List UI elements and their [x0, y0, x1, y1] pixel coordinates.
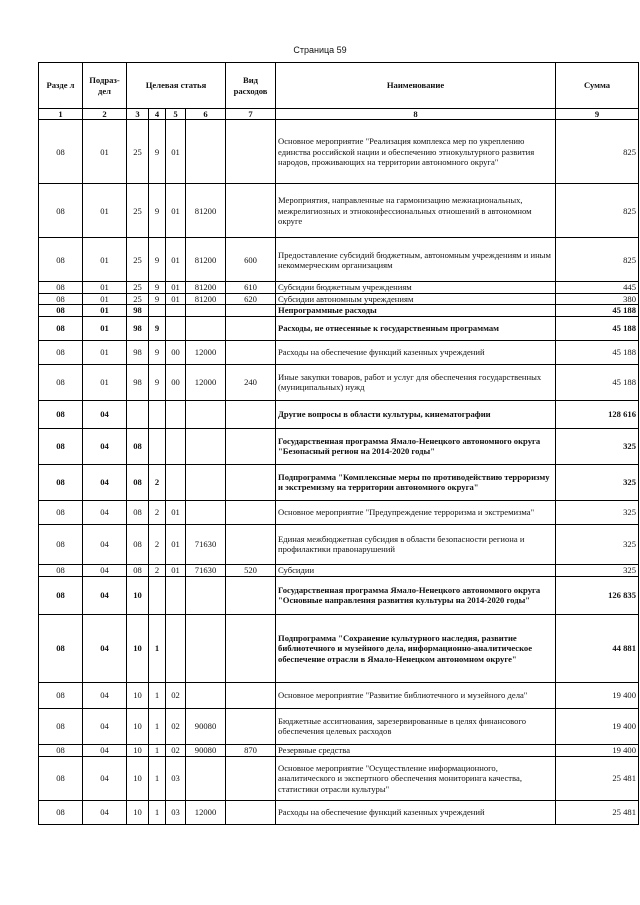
- row-razdel: 08: [39, 682, 83, 708]
- row-summa: 19 400: [556, 744, 639, 756]
- row-vid-rashodov: [226, 340, 276, 364]
- header-naimenovanie: Наименование: [276, 63, 556, 109]
- row-podrazdel: 01: [83, 316, 127, 340]
- row-vid-rashodov: [226, 316, 276, 340]
- table-header-row: [39, 63, 639, 109]
- row-summa: 325: [556, 524, 639, 564]
- row-celevaya-4: 81200: [186, 293, 226, 304]
- row-celevaya-1: 10: [127, 614, 149, 682]
- row-summa: 45 188: [556, 316, 639, 340]
- table-row: [39, 184, 639, 238]
- row-celevaya-2: 1: [149, 744, 166, 756]
- row-naimenovanie: Бюджетные ассигнования, зарезервированные в целях финансового обеспечения целевых расходов: [276, 708, 556, 744]
- row-summa: 44 881: [556, 614, 639, 682]
- row-summa: 45 188: [556, 364, 639, 400]
- row-razdel: 08: [39, 282, 83, 293]
- row-celevaya-4: 71630: [186, 564, 226, 576]
- row-podrazdel: 04: [83, 682, 127, 708]
- row-razdel: 08: [39, 500, 83, 524]
- row-celevaya-4: 90080: [186, 744, 226, 756]
- row-podrazdel: 01: [83, 304, 127, 316]
- row-celevaya-1: 08: [127, 564, 149, 576]
- col-num: 4: [149, 109, 166, 120]
- table-row: [39, 304, 639, 316]
- row-celevaya-2: 9: [149, 364, 166, 400]
- row-celevaya-1: 98: [127, 304, 149, 316]
- header-podrazdel: Подраз- дел: [83, 63, 127, 109]
- row-vid-rashodov: [226, 428, 276, 464]
- row-summa: 380: [556, 293, 639, 304]
- row-summa: 19 400: [556, 682, 639, 708]
- row-celevaya-2: 9: [149, 120, 166, 184]
- row-podrazdel: 04: [83, 524, 127, 564]
- row-celevaya-3: 01: [166, 524, 186, 564]
- table-row: [39, 428, 639, 464]
- row-celevaya-4: 81200: [186, 238, 226, 282]
- table-row: [39, 744, 639, 756]
- table-row: [39, 800, 639, 824]
- row-vid-rashodov: [226, 120, 276, 184]
- row-summa: 19 400: [556, 708, 639, 744]
- row-vid-rashodov: 610: [226, 282, 276, 293]
- row-celevaya-3: 01: [166, 500, 186, 524]
- row-celevaya-1: 10: [127, 744, 149, 756]
- col-num: 7: [226, 109, 276, 120]
- row-celevaya-4: [186, 400, 226, 428]
- row-podrazdel: 04: [83, 708, 127, 744]
- table-row: [39, 238, 639, 282]
- row-vid-rashodov: [226, 184, 276, 238]
- row-vid-rashodov: [226, 682, 276, 708]
- table-row: [39, 340, 639, 364]
- row-razdel: 08: [39, 756, 83, 800]
- row-razdel: 08: [39, 238, 83, 282]
- row-summa: 45 188: [556, 304, 639, 316]
- column-number-row: [39, 109, 639, 120]
- row-vid-rashodov: [226, 614, 276, 682]
- row-vid-rashodov: [226, 708, 276, 744]
- table-row: [39, 614, 639, 682]
- row-celevaya-4: [186, 500, 226, 524]
- row-celevaya-4: 12000: [186, 364, 226, 400]
- row-celevaya-4: 12000: [186, 800, 226, 824]
- row-celevaya-1: [127, 400, 149, 428]
- page-number-label: Страница 59: [293, 45, 347, 55]
- row-podrazdel: 04: [83, 500, 127, 524]
- table-row: [39, 464, 639, 500]
- row-summa: 325: [556, 464, 639, 500]
- row-celevaya-4: [186, 120, 226, 184]
- row-vid-rashodov: [226, 576, 276, 614]
- row-celevaya-3: [166, 316, 186, 340]
- row-naimenovanie: Другие вопросы в области культуры, кинематографии: [276, 400, 556, 428]
- row-razdel: 08: [39, 428, 83, 464]
- row-celevaya-3: 01: [166, 120, 186, 184]
- row-celevaya-3: [166, 576, 186, 614]
- header-summa: Сумма: [556, 63, 639, 109]
- row-naimenovanie: Основное мероприятие "Развитие библиотечного и музейного дела": [276, 682, 556, 708]
- table-row: [39, 756, 639, 800]
- row-razdel: 08: [39, 800, 83, 824]
- row-celevaya-2: 1: [149, 756, 166, 800]
- row-podrazdel: 01: [83, 120, 127, 184]
- row-celevaya-1: 25: [127, 120, 149, 184]
- row-celevaya-1: 25: [127, 282, 149, 293]
- row-naimenovanie: Основное мероприятие "Реализация комплекса мер по укреплению единства российской нации и обеспечению этнокультурного развития народов, проживающих на территории автономного округа": [276, 120, 556, 184]
- row-celevaya-1: 10: [127, 576, 149, 614]
- row-razdel: 08: [39, 304, 83, 316]
- row-celevaya-3: 01: [166, 282, 186, 293]
- row-vid-rashodov: [226, 464, 276, 500]
- row-naimenovanie: Государственная программа Ямало-Ненецкого автономного округа "Безопасный регион на 2014-2020 годы": [276, 428, 556, 464]
- table-row: [39, 120, 639, 184]
- row-celevaya-2: 1: [149, 708, 166, 744]
- row-vid-rashodov: [226, 756, 276, 800]
- row-celevaya-4: [186, 464, 226, 500]
- row-razdel: 08: [39, 316, 83, 340]
- row-celevaya-2: 2: [149, 500, 166, 524]
- row-vid-rashodov: 600: [226, 238, 276, 282]
- row-razdel: 08: [39, 564, 83, 576]
- table-row: [39, 400, 639, 428]
- row-celevaya-2: 2: [149, 524, 166, 564]
- row-celevaya-2: 9: [149, 340, 166, 364]
- row-naimenovanie: Основное мероприятие "Осуществление информационного, аналитического и экспертного обеспечения мониторинга качества, статистики отрасли культуры": [276, 756, 556, 800]
- row-celevaya-3: 03: [166, 756, 186, 800]
- col-num: 8: [276, 109, 556, 120]
- header-razdel: Разде л: [39, 63, 83, 109]
- row-naimenovanie: Расходы, не отнесенные к государственным программам: [276, 316, 556, 340]
- row-razdel: 08: [39, 364, 83, 400]
- row-celevaya-1: 08: [127, 464, 149, 500]
- table-row: [39, 293, 639, 304]
- row-podrazdel: 04: [83, 400, 127, 428]
- row-celevaya-3: [166, 428, 186, 464]
- row-celevaya-2: [149, 576, 166, 614]
- row-razdel: 08: [39, 120, 83, 184]
- row-podrazdel: 04: [83, 800, 127, 824]
- row-celevaya-2: 1: [149, 614, 166, 682]
- table-row: [39, 316, 639, 340]
- row-naimenovanie: Субсидии: [276, 564, 556, 576]
- row-naimenovanie: Расходы на обеспечение функций казенных учреждений: [276, 800, 556, 824]
- row-celevaya-4: [186, 576, 226, 614]
- row-naimenovanie: Мероприятия, направленные на гармонизацию межнациональных, межрелигиозных и этноконфессиональных отношений в автономном округе: [276, 184, 556, 238]
- table-row: [39, 500, 639, 524]
- row-naimenovanie: Государственная программа Ямало-Ненецкого автономного округа "Основные направления развития культуры на 2014-2020 годы": [276, 576, 556, 614]
- row-celevaya-2: [149, 304, 166, 316]
- row-vid-rashodov: [226, 500, 276, 524]
- row-celevaya-1: 10: [127, 756, 149, 800]
- row-naimenovanie: Подпрограмма "Сохранение культурного наследия, развитие библиотечного и музейного дела, информационно-аналитическое обеспечение отрасли в Ямало-Ненецком автономном округе": [276, 614, 556, 682]
- row-celevaya-3: [166, 400, 186, 428]
- col-num: 2: [83, 109, 127, 120]
- row-naimenovanie: Единая межбюджетная субсидия в области безопасности региона и профилактики правонарушений: [276, 524, 556, 564]
- row-podrazdel: 04: [83, 614, 127, 682]
- row-naimenovanie: Иные закупки товаров, работ и услуг для обеспечения государственных (муниципальных) нужд: [276, 364, 556, 400]
- row-celevaya-3: [166, 614, 186, 682]
- row-razdel: 08: [39, 614, 83, 682]
- row-razdel: 08: [39, 184, 83, 238]
- row-celevaya-2: 9: [149, 282, 166, 293]
- row-razdel: 08: [39, 524, 83, 564]
- row-summa: 445: [556, 282, 639, 293]
- table-row: [39, 364, 639, 400]
- col-num: 1: [39, 109, 83, 120]
- row-celevaya-3: 01: [166, 564, 186, 576]
- row-vid-rashodov: 520: [226, 564, 276, 576]
- row-celevaya-2: 1: [149, 682, 166, 708]
- row-celevaya-4: 90080: [186, 708, 226, 744]
- row-vid-rashodov: 240: [226, 364, 276, 400]
- row-podrazdel: 04: [83, 576, 127, 614]
- row-celevaya-4: [186, 614, 226, 682]
- row-celevaya-3: [166, 464, 186, 500]
- row-naimenovanie: Основное мероприятие "Предупреждение терроризма и экстремизма": [276, 500, 556, 524]
- row-celevaya-1: 98: [127, 316, 149, 340]
- row-celevaya-1: 98: [127, 364, 149, 400]
- row-podrazdel: 04: [83, 756, 127, 800]
- row-naimenovanie: Подпрограмма "Комплексные меры по противодействию терроризму и экстремизму на территории автономного округа": [276, 464, 556, 500]
- row-summa: 325: [556, 500, 639, 524]
- row-summa: 825: [556, 120, 639, 184]
- row-naimenovanie: Резервные средства: [276, 744, 556, 756]
- row-celevaya-1: 25: [127, 184, 149, 238]
- row-podrazdel: 04: [83, 744, 127, 756]
- row-celevaya-3: 02: [166, 744, 186, 756]
- row-celevaya-3: 01: [166, 293, 186, 304]
- row-celevaya-4: 81200: [186, 282, 226, 293]
- row-vid-rashodov: 870: [226, 744, 276, 756]
- row-celevaya-1: 98: [127, 340, 149, 364]
- row-celevaya-2: 9: [149, 184, 166, 238]
- row-summa: 825: [556, 238, 639, 282]
- row-celevaya-2: 2: [149, 464, 166, 500]
- row-celevaya-4: [186, 682, 226, 708]
- row-podrazdel: 04: [83, 428, 127, 464]
- row-celevaya-4: [186, 756, 226, 800]
- row-summa: 128 616: [556, 400, 639, 428]
- row-podrazdel: 01: [83, 340, 127, 364]
- row-celevaya-1: 10: [127, 800, 149, 824]
- col-num: 5: [166, 109, 186, 120]
- row-celevaya-4: [186, 304, 226, 316]
- row-razdel: 08: [39, 464, 83, 500]
- row-razdel: 08: [39, 744, 83, 756]
- row-celevaya-1: 25: [127, 293, 149, 304]
- row-celevaya-1: 08: [127, 500, 149, 524]
- col-num: 3: [127, 109, 149, 120]
- row-celevaya-3: 00: [166, 340, 186, 364]
- row-vid-rashodov: [226, 304, 276, 316]
- row-celevaya-2: [149, 400, 166, 428]
- row-naimenovanie: Субсидии автономным учреждениям: [276, 293, 556, 304]
- row-razdel: 08: [39, 400, 83, 428]
- row-podrazdel: 01: [83, 364, 127, 400]
- row-vid-rashodov: [226, 400, 276, 428]
- row-celevaya-2: [149, 428, 166, 464]
- row-vid-rashodov: [226, 800, 276, 824]
- col-num: 6: [186, 109, 226, 120]
- table-row: [39, 576, 639, 614]
- row-podrazdel: 01: [83, 282, 127, 293]
- row-celevaya-4: 81200: [186, 184, 226, 238]
- row-celevaya-4: [186, 316, 226, 340]
- table-row: [39, 282, 639, 293]
- row-celevaya-1: 10: [127, 682, 149, 708]
- budget-table: [38, 62, 639, 825]
- row-celevaya-3: 01: [166, 184, 186, 238]
- row-podrazdel: 01: [83, 184, 127, 238]
- row-celevaya-4: 71630: [186, 524, 226, 564]
- row-celevaya-1: 10: [127, 708, 149, 744]
- table-row: [39, 564, 639, 576]
- row-naimenovanie: Непрограммные расходы: [276, 304, 556, 316]
- row-podrazdel: 04: [83, 564, 127, 576]
- row-celevaya-3: 01: [166, 238, 186, 282]
- table-row: [39, 524, 639, 564]
- row-summa: 325: [556, 564, 639, 576]
- row-naimenovanie: Субсидии бюджетным учреждениям: [276, 282, 556, 293]
- row-celevaya-2: 9: [149, 293, 166, 304]
- row-celevaya-1: 08: [127, 524, 149, 564]
- header-celevaya-statya: Целевая статья: [127, 63, 226, 109]
- table-row: [39, 682, 639, 708]
- row-razdel: 08: [39, 708, 83, 744]
- row-celevaya-3: 03: [166, 800, 186, 824]
- header-vid-rashodov: Вид расходов: [226, 63, 276, 109]
- row-celevaya-3: [166, 304, 186, 316]
- row-razdel: 08: [39, 293, 83, 304]
- row-celevaya-4: 12000: [186, 340, 226, 364]
- row-razdel: 08: [39, 576, 83, 614]
- row-summa: 45 188: [556, 340, 639, 364]
- row-celevaya-3: 00: [166, 364, 186, 400]
- row-summa: 825: [556, 184, 639, 238]
- row-celevaya-2: 1: [149, 800, 166, 824]
- row-razdel: 08: [39, 340, 83, 364]
- row-summa: 325: [556, 428, 639, 464]
- row-podrazdel: 01: [83, 293, 127, 304]
- row-celevaya-1: 25: [127, 238, 149, 282]
- row-naimenovanie: Расходы на обеспечение функций казенных учреждений: [276, 340, 556, 364]
- row-celevaya-3: 02: [166, 708, 186, 744]
- row-celevaya-2: 9: [149, 238, 166, 282]
- row-celevaya-2: 2: [149, 564, 166, 576]
- row-celevaya-1: 08: [127, 428, 149, 464]
- row-celevaya-2: 9: [149, 316, 166, 340]
- row-summa: 25 481: [556, 800, 639, 824]
- row-celevaya-3: 02: [166, 682, 186, 708]
- row-summa: 25 481: [556, 756, 639, 800]
- row-summa: 126 835: [556, 576, 639, 614]
- row-celevaya-4: [186, 428, 226, 464]
- row-vid-rashodov: [226, 524, 276, 564]
- row-podrazdel: 01: [83, 238, 127, 282]
- row-naimenovanie: Предоставление субсидий бюджетным, автономным учреждениям и иным некоммерческим организациям: [276, 238, 556, 282]
- row-podrazdel: 04: [83, 464, 127, 500]
- table-row: [39, 708, 639, 744]
- col-num: 9: [556, 109, 639, 120]
- row-vid-rashodov: 620: [226, 293, 276, 304]
